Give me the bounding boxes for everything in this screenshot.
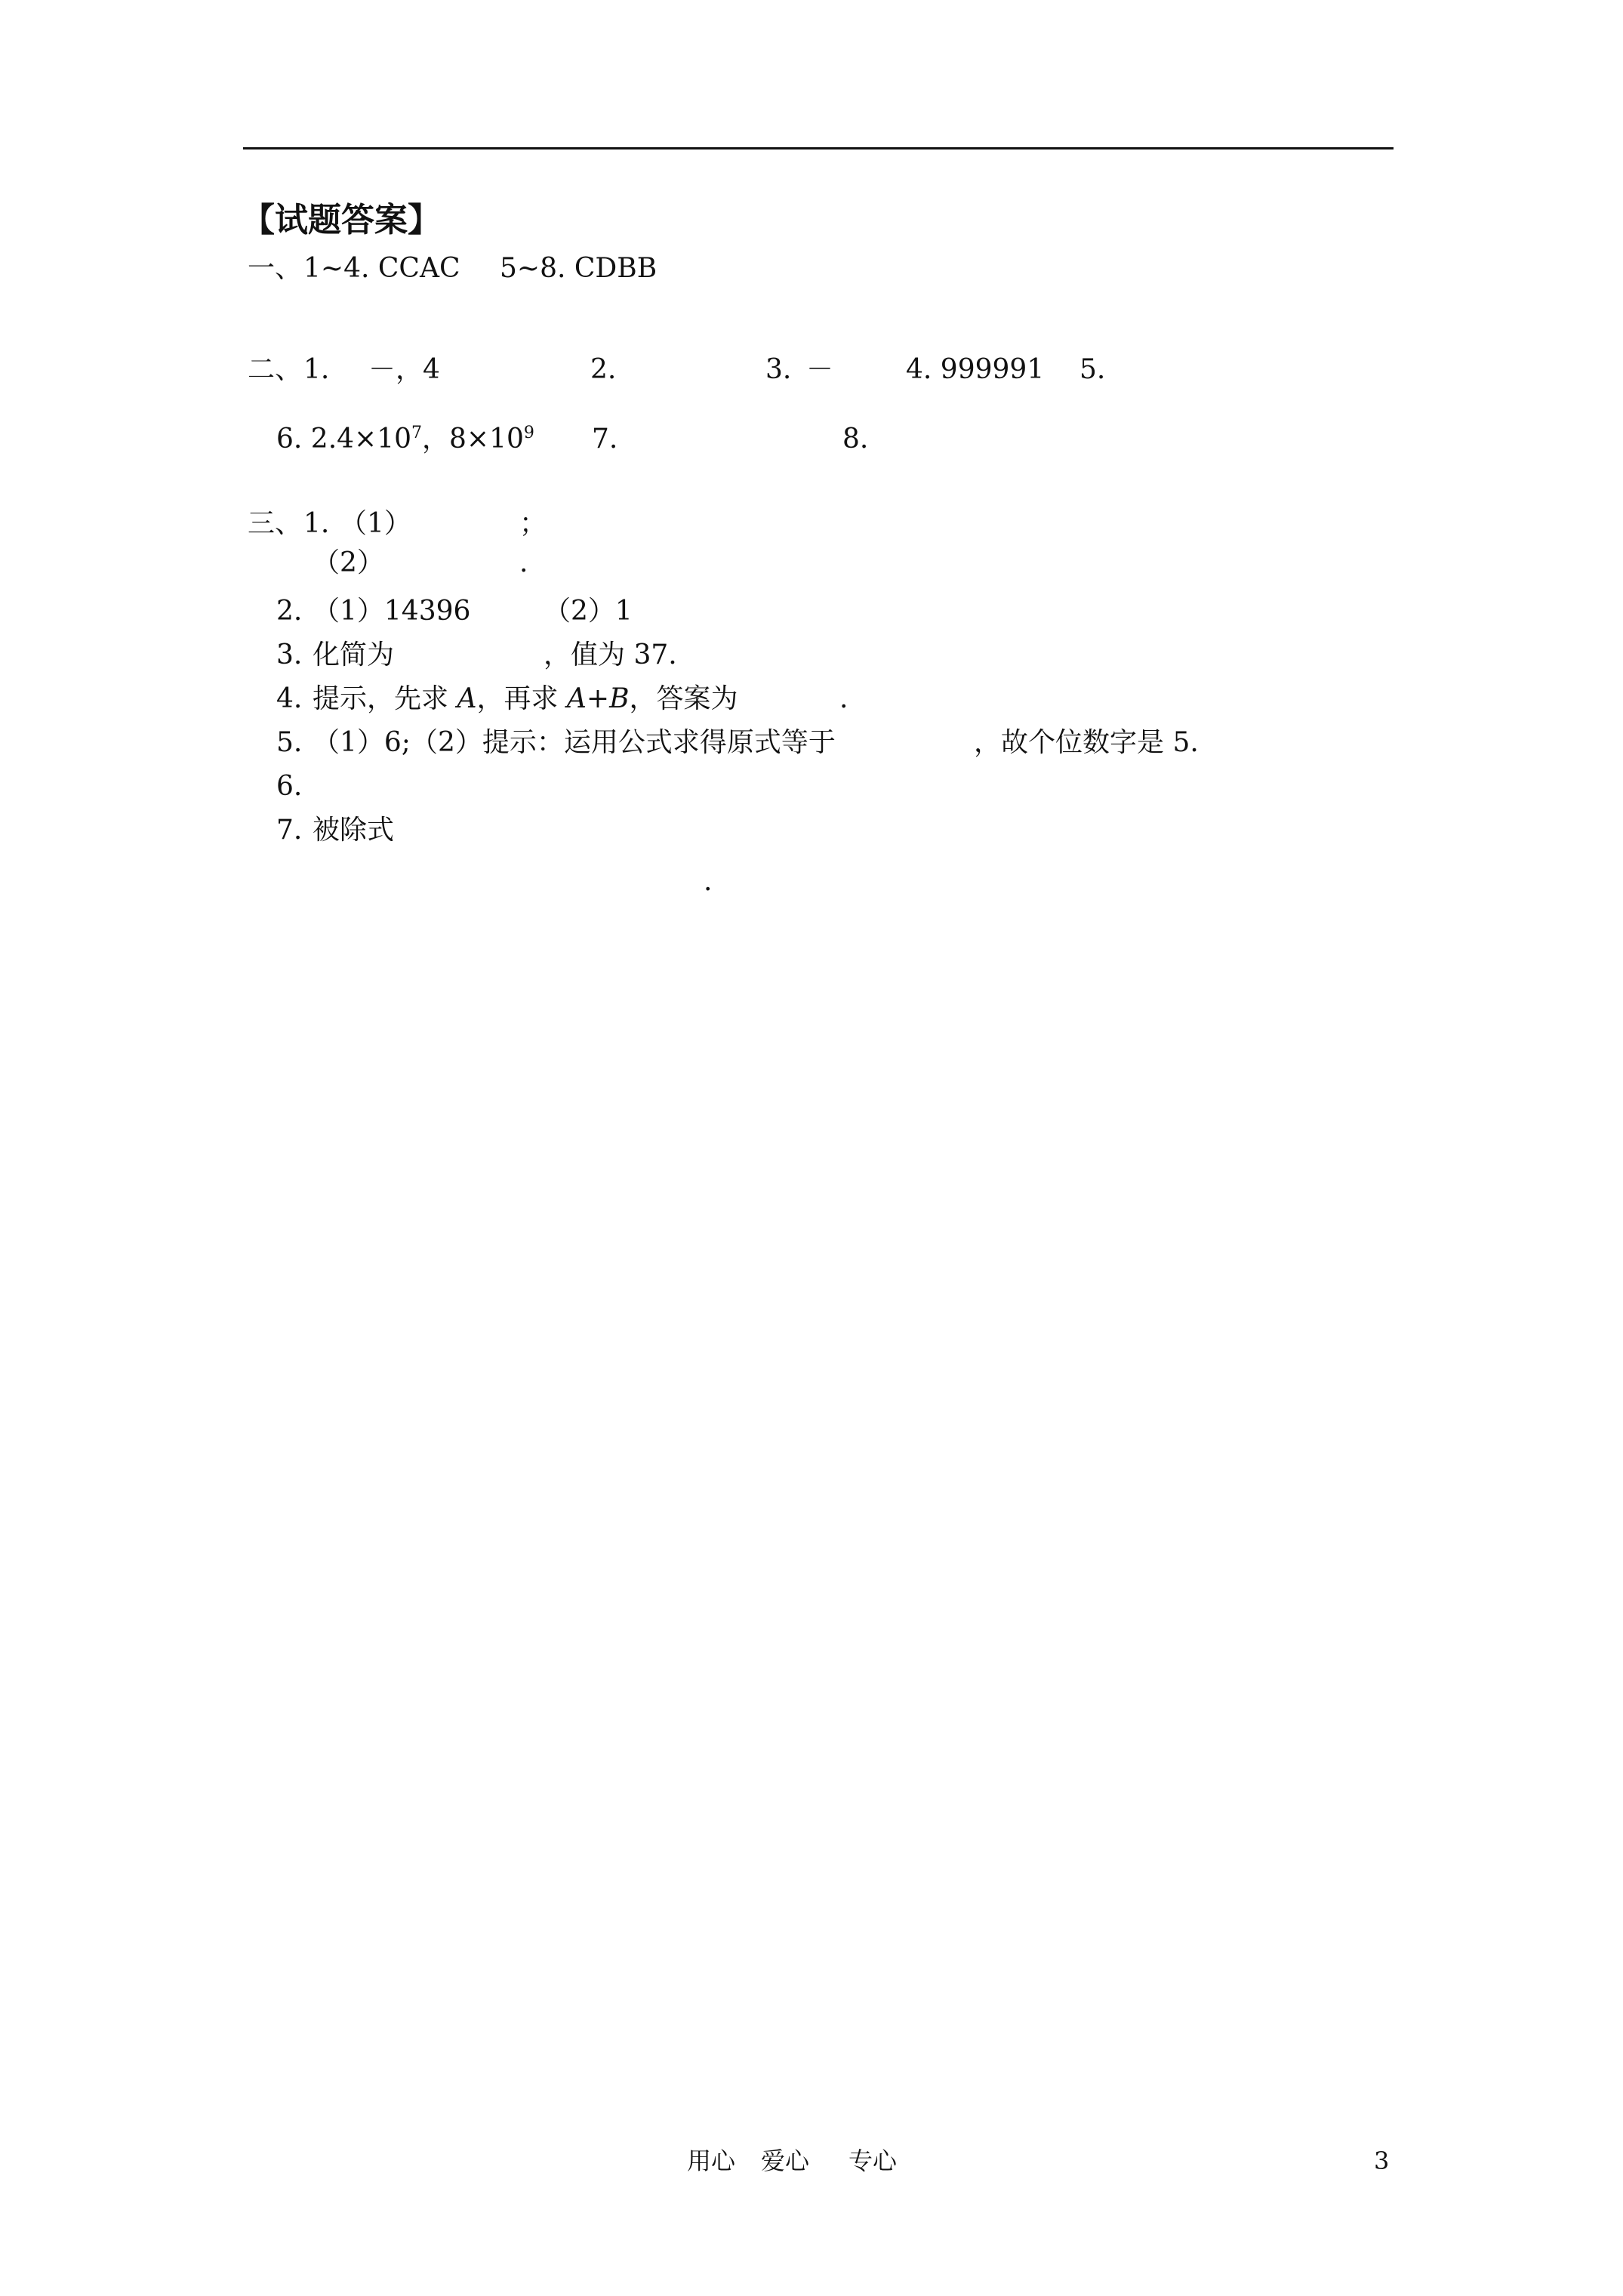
section3-q1-part2-end: . [519,547,528,578]
section3-q5-conclusion: ，故个位数字是 5. [974,727,1199,758]
section2-q6-middle: ，8×10 [422,424,524,455]
section3-q2-number: 2. [276,596,303,627]
section3-q3-simplify: 化简为 [313,639,395,670]
footer-motto-2: 爱心 [761,2147,810,2175]
section3-q4-hint-c: ，答案为 [629,683,738,714]
header-rule [243,147,1394,149]
section2-q1-number: 1. [303,354,330,385]
section3-q7-end: . [704,866,713,897]
section3-q2-part1: （1）14396 [313,596,471,627]
section2-q1-answer: －，4 [368,354,440,385]
section3-q4-number: 4. [276,683,303,714]
section3-q4-end: . [839,683,848,714]
section2-label: 二、 [248,354,303,385]
page-number: 3 [1374,2147,1390,2175]
answer-title: 【试题答案】 [242,201,441,239]
section2-q6-exponent-1: 7 [411,424,423,442]
section1-label: 一、 [248,253,303,284]
section2-q6-exponent-2: 9 [523,424,534,442]
section3-q4-hint [313,684,738,714]
section3-q7-number: 7. [276,815,303,846]
section3-q4-var-ab: A+B [566,683,630,714]
section2-q4-answer: 4. 999991 [906,354,1045,385]
section3-q5-number: 5. [276,727,303,758]
section1-answers-a: 1~4. CCAC [303,253,460,284]
section3-q5-hint: （1）6;（2）提示：运用公式求得原式等于 [313,727,836,758]
section3-label: 三、 [248,508,303,539]
section3-q4-var-a: A [457,683,477,714]
section3-q3-number: 3. [276,639,303,670]
section2-q6-answer [276,424,534,455]
section2-q5-number: 5. [1079,354,1106,385]
section3-q1-number: 1. [303,508,330,539]
section3-q2-part2: （2）1 [544,596,633,627]
footer-motto-3: 专心 [848,2147,898,2175]
section2-q8-number: 8. [842,424,869,455]
section1-answers-b: 5~8. CDBB [500,253,658,284]
section2-q2-number: 2. [590,354,617,385]
section3-q7-dividend: 被除式 [313,815,395,846]
section2-q6-prefix: 6. 2.4×10 [276,424,412,455]
section3-q1-part1: （1） [340,508,411,539]
section3-q1-part1-end: ； [519,508,547,539]
footer-motto-1: 用心 [687,2147,736,2175]
section3-q4-hint-b: ，再求 [476,683,567,714]
section3-q6-number: 6. [276,771,303,802]
section2-q3-answer: － [806,354,834,385]
section2-q7-number: 7. [592,424,618,455]
section3-q4-hint-a: 提示，先求 [313,683,457,714]
section3-q1-part2: （2） [313,547,384,578]
section2-q3-number: 3. [765,354,792,385]
section3-q3-value: ，值为 37. [544,639,677,670]
